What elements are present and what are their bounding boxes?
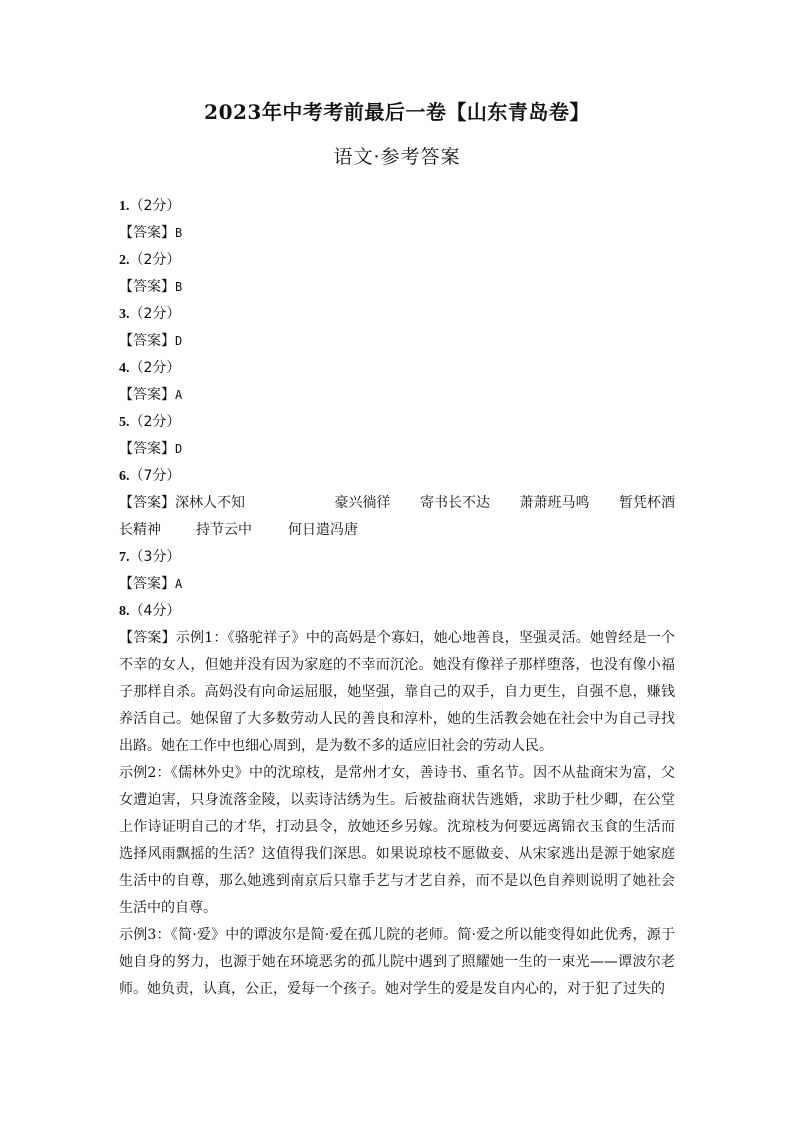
question-heading — [119, 463, 675, 490]
answer-list — [119, 193, 675, 1003]
answer-example-2 — [119, 760, 675, 922]
answer-line — [119, 382, 675, 409]
question-score: （7分） — [129, 468, 181, 484]
question-score: （2分） — [129, 414, 181, 430]
question-heading — [119, 301, 675, 328]
example-text: 《骆驼祥子》中的高妈是个寡妇，她心地善良，坚强灵活。她曾经是一个不幸的女人，但她并没有因为家庭的不幸而沉沦。她没有像祥子那样堕落，也没有像小福子那样自杀。高妈没有向命运屈服，她坚强，靠自己的双手，自力更生，自强不息，赚钱养活自己。她保留了大多数劳动人民的善良和淳朴，她的生活教会她在社会中为自己寻找出路。她在工作中也细心周到，是为数不多的适应旧社会的劳动人民。 — [119, 630, 676, 754]
answer-term: 何日遣冯唐 — [288, 522, 358, 538]
question-number: 5. — [119, 415, 130, 430]
document-subtitle: 语文·参考答案 — [333, 146, 461, 168]
document-title: 2023年中考考前最后一卷【山东青岛卷】 — [204, 100, 590, 124]
example-text: 《儒林外史》中的沈琼枝，是常州才女，善诗书、重名节。因不从盐商宋为富，父女遭迫害，只身流落金陵，以卖诗沽绣为生。后被盐商状告逃婚，求助于杜少卿，在公堂上作诗证明自己的才华，打动县令，放她还乡另嫁。沈琼枝为何要远离锦衣玉食的生活而选择风雨飘摇的生活？这值得我们深思。如果说琼枝不愿做妾、从宋家逃出是源于她家庭生活中的自尊，那么她逃到南京后只靠手艺与才艺自养，而不是以色自养则说明了她社会生活中的自尊。 — [119, 765, 675, 916]
question-number: 6. — [119, 469, 130, 484]
question-heading — [119, 355, 675, 382]
answer-term: 萧萧班马鸣 — [519, 495, 590, 511]
question-number: 8. — [119, 604, 130, 619]
example-lead: 示例1： — [175, 630, 228, 646]
question-heading — [119, 247, 675, 274]
answer-label: 【答案】 — [119, 576, 175, 592]
answer-term: 深林人不知 — [175, 495, 245, 511]
answer-terms-line-2 — [119, 517, 675, 544]
answer-example-1 — [119, 625, 675, 760]
answer-line — [119, 436, 675, 463]
answer-term: 长精神 — [119, 522, 161, 538]
question-heading — [119, 409, 675, 436]
answer-label: 【答案】 — [119, 225, 175, 241]
answer-term: 持节云中 — [196, 522, 252, 538]
question-heading — [119, 193, 675, 220]
question-number: 1. — [119, 199, 130, 214]
answer-line — [119, 328, 675, 355]
example-lead: 示例3： — [119, 927, 171, 943]
answer-line — [119, 274, 675, 301]
answer-terms-line-1 — [119, 490, 675, 517]
answer-term: 寄书长不达 — [420, 495, 490, 511]
answer-label: 【答案】 — [119, 441, 175, 457]
answer-value: D — [175, 442, 183, 456]
question-score: （4分） — [129, 603, 181, 619]
answer-label: 【答案】 — [119, 387, 175, 403]
question-score: （3分） — [129, 549, 181, 565]
answer-value: B — [175, 226, 183, 240]
question-number: 4. — [119, 361, 130, 376]
question-score: （2分） — [129, 306, 181, 322]
question-score: （2分） — [129, 252, 181, 268]
answer-term: 暂凭杯酒 — [619, 495, 675, 511]
answer-label: 【答案】 — [119, 495, 175, 511]
answer-value: B — [175, 280, 183, 294]
example-text: 《简·爱》中的谭波尔是简·爱在孤儿院的老师。简·爱之所以能变得如此优秀，源于她自身的努力，也源于她在环境恶劣的孤儿院中遇到了照耀她一生的一束光——谭波尔老师。她负责，认真，公正，爱每一个孩子。她对学生的爱是发自内心的，对于犯了过失的 — [119, 927, 675, 997]
question-score: （2分） — [129, 198, 181, 214]
question-number: 7. — [119, 550, 130, 565]
answer-line — [119, 220, 675, 247]
question-score: （2分） — [129, 360, 181, 376]
answer-value: A — [175, 388, 183, 402]
answer-term: 豪兴徜徉 — [334, 495, 391, 511]
question-heading — [119, 544, 675, 571]
answer-label: 【答案】 — [119, 333, 175, 349]
question-number: 3. — [119, 307, 130, 322]
answer-value: A — [175, 577, 183, 591]
answer-label: 【答案】 — [119, 630, 176, 646]
answer-example-3 — [119, 922, 675, 1003]
answer-label: 【答案】 — [119, 279, 175, 295]
question-number: 2. — [119, 253, 130, 268]
answer-line — [119, 571, 675, 598]
example-lead: 示例2： — [119, 765, 171, 781]
question-heading — [119, 598, 675, 625]
answer-value: D — [175, 334, 183, 348]
